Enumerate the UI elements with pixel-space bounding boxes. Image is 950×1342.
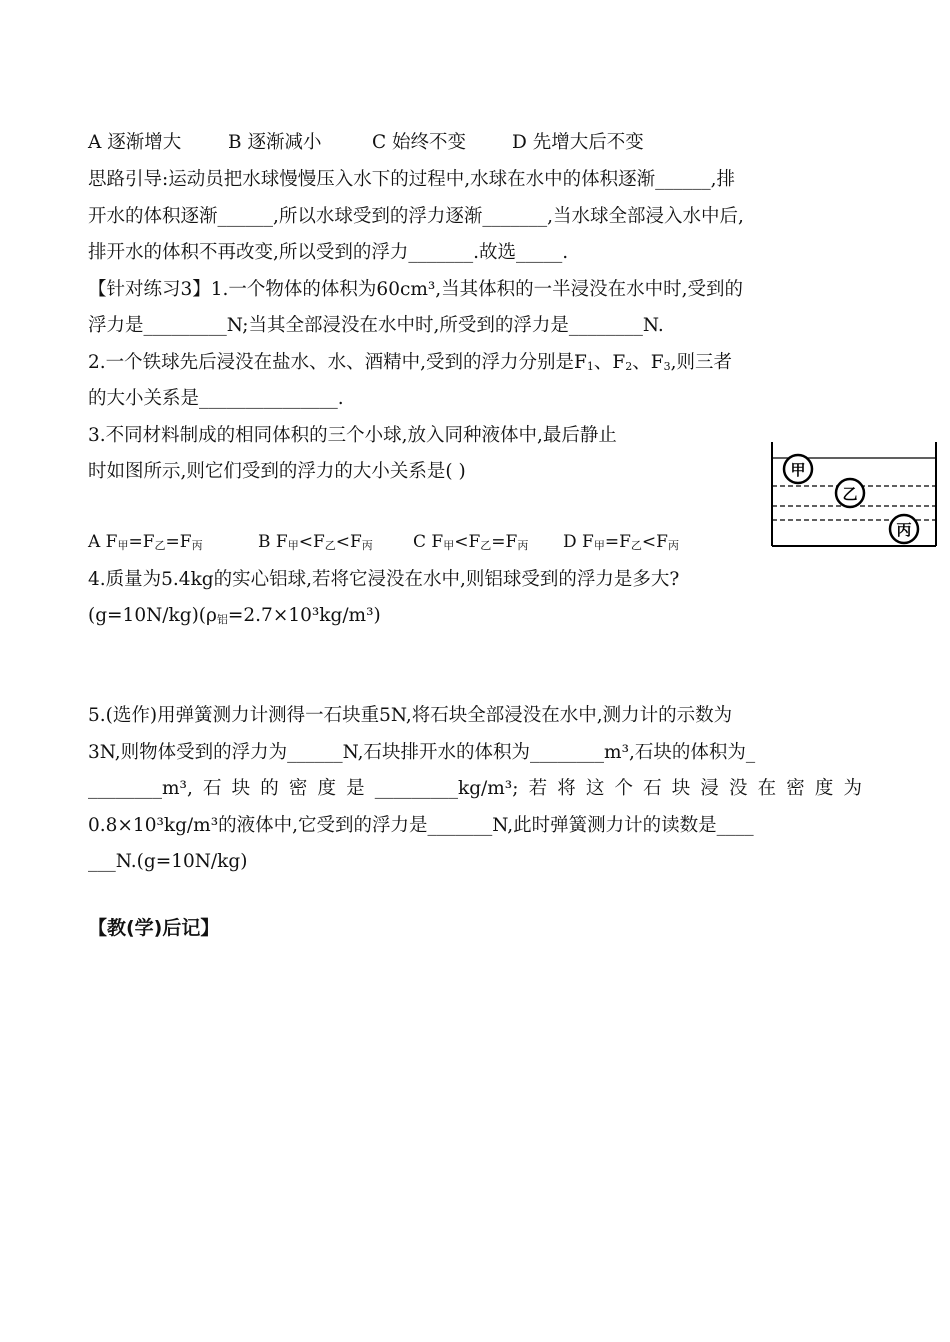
hint-line-2: 开水的体积逐渐______,所以水球受到的浮力逐渐_______,当水球全部浸入水中后, [88, 206, 744, 227]
q2-line-1: 2.一个铁球先后浸没在盐水、水、酒精中,受到的浮力分别是$F_1$、$F_2$、$F_3$,则三者 [88, 352, 732, 373]
hint-line-3: 排开水的体积不再改变,所以受到的浮力_______.故选_____. [88, 242, 569, 263]
q2-line-2: 的大小关系是_______________. [88, 388, 344, 409]
q5-line-5: ___N.(g=10N/kg) [88, 851, 248, 872]
q3-line-2: 时如图所示,则它们受到的浮力的大小关系是( ) [88, 461, 466, 482]
practice-q1-line-2: 浮力是_________N;当其全部浸没在水中时,所受到的浮力是________N. [88, 315, 664, 336]
q3-option-b: B $F_甲<F_乙<F_丙$ [258, 532, 373, 552]
option-d: D 先增大后不变 [512, 132, 644, 153]
q4-line-1: 4.质量为5.4kg的实心铝球,若将它浸没在水中,则铝球受到的浮力是多大? [88, 569, 680, 590]
svg-text:甲: 甲 [790, 461, 806, 479]
ball-bing [890, 515, 918, 543]
svg-text:乙: 乙 [842, 485, 858, 503]
ball-jia [784, 455, 812, 483]
q3-options-row [88, 530, 728, 554]
q5-line-3: ________m³,石块的密度是_________kg/m³;若将这个石块浸没在密度为 [88, 778, 862, 799]
q5-line-4: 0.8×10³kg/m³的液体中,它受到的浮力是_______N,此时弹簧测力计的读数是____ [88, 815, 754, 836]
balls-in-liquid-figure [768, 436, 940, 550]
q3-option-a: A $F_甲=F_乙=F_丙$ [88, 532, 203, 552]
option-b: B 逐渐减小 [228, 132, 322, 153]
ball-yi [836, 479, 864, 507]
q3-option-d: D $F_甲=F_乙<F_丙$ [563, 532, 679, 552]
q3-option-c: C $F_甲<F_乙=F_丙$ [413, 532, 529, 552]
q4-line-2: $(g=10N/kg)(\rho_铝=2.7\times 10^3kg/m^3)$ [88, 605, 381, 626]
option-c: C 始终不变 [372, 132, 467, 153]
q5-line-1: 5.(选作)用弹簧测力计测得一石块重5N,将石块全部浸没在水中,测力计的示数为 [88, 705, 733, 726]
q3-line-1: 3.不同材料制成的相同体积的三个小球,放入同种液体中,最后静止 [88, 425, 617, 446]
option-a: A 逐渐增大 [88, 132, 182, 153]
afterword-heading: 【教(学)后记】 [88, 917, 220, 939]
practice-q1-line-1: 【针对练习3】1.一个物体的体积为60cm³,当其体积的一半浸没在水中时,受到的 [88, 279, 744, 300]
question-options-row [88, 131, 788, 155]
hint-line-1: 思路引导:运动员把水球慢慢压入水下的过程中,水球在水中的体积逐渐______,排 [88, 169, 735, 190]
q5-line-2: 3N,则物体受到的浮力为______N,石块排开水的体积为________m³,石块的体积为_ [88, 742, 756, 763]
svg-text:丙: 丙 [896, 521, 912, 539]
